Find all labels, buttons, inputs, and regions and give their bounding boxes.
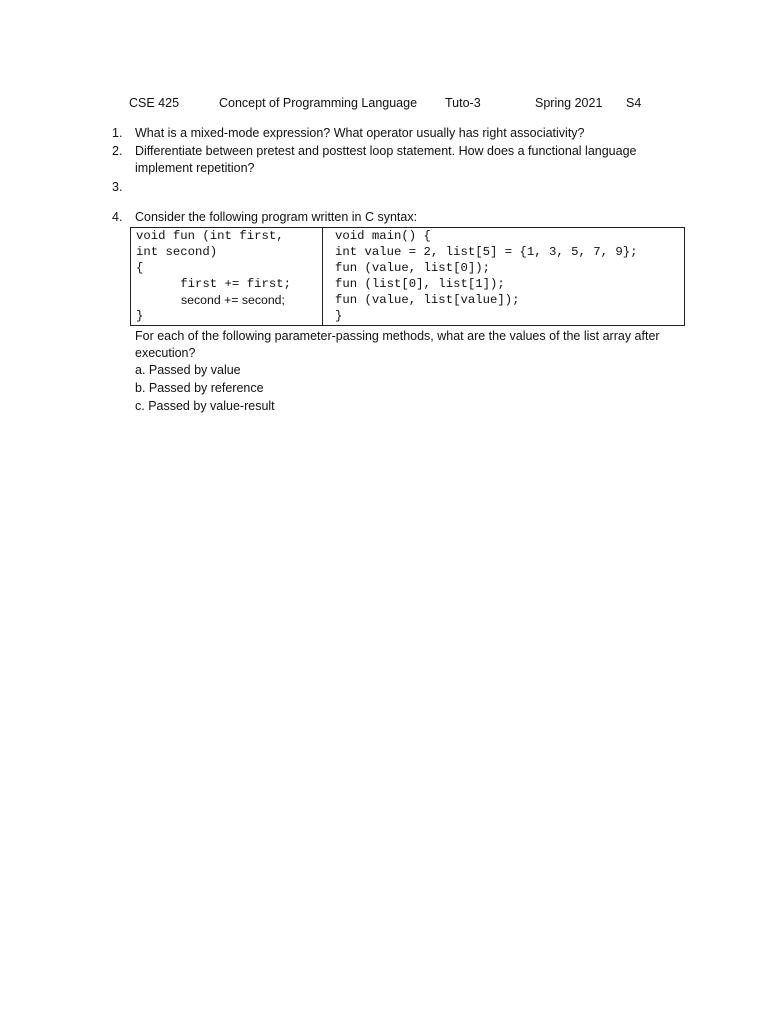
question-number: 4. xyxy=(112,210,123,224)
code-line-left: first += first; xyxy=(136,277,291,291)
code-line-left: { xyxy=(136,261,144,275)
question-2 xyxy=(112,143,692,179)
code-line-left: void fun (int first, xyxy=(136,229,284,243)
code-line-right: int value = 2, list[5] = {1, 3, 5, 7, 9}; xyxy=(335,245,638,259)
option-pass-by-reference: b. Passed by reference xyxy=(135,381,264,395)
tutorial-label: Tuto-3 xyxy=(445,96,481,110)
course-title: Concept of Programming Language xyxy=(219,96,418,110)
code-table xyxy=(130,227,685,326)
section-label: S4 xyxy=(626,96,642,110)
course-code: CSE 425 xyxy=(129,96,180,110)
question-1 xyxy=(112,125,692,142)
term-label: Spring 2021 xyxy=(535,96,603,110)
code-line-left: second += second; xyxy=(181,293,285,307)
code-line-right: fun (value, list[0]); xyxy=(335,261,490,275)
document-header xyxy=(0,94,768,112)
code-line-right: } xyxy=(335,309,343,323)
question-4 xyxy=(112,209,692,226)
followup-prompt: For each of the following parameter-passing methods, what are the values of the list array after execution? xyxy=(135,329,660,360)
question-number: 1. xyxy=(112,126,123,140)
question-number: 2. xyxy=(112,144,123,158)
option-pass-by-value: a. Passed by value xyxy=(135,363,241,377)
column-divider xyxy=(322,228,323,325)
code-line-right: fun (value, list[value]); xyxy=(335,293,520,307)
question-text: Differentiate between pretest and posttest loop statement. How does a functional language implement repetition? xyxy=(135,144,637,175)
code-line-right: void main() { xyxy=(335,229,431,243)
question-text: Consider the following program written in C syntax: xyxy=(135,210,418,224)
question-3 xyxy=(112,179,692,196)
code-line-left: int second) xyxy=(136,245,218,259)
code-line-left: } xyxy=(136,309,144,323)
option-pass-by-value-result: c. Passed by value-result xyxy=(135,399,275,413)
question-text: What is a mixed-mode expression? What operator usually has right associativity? xyxy=(135,126,585,140)
code-line-right: fun (list[0], list[1]); xyxy=(335,277,505,291)
question-number: 3. xyxy=(112,180,123,194)
